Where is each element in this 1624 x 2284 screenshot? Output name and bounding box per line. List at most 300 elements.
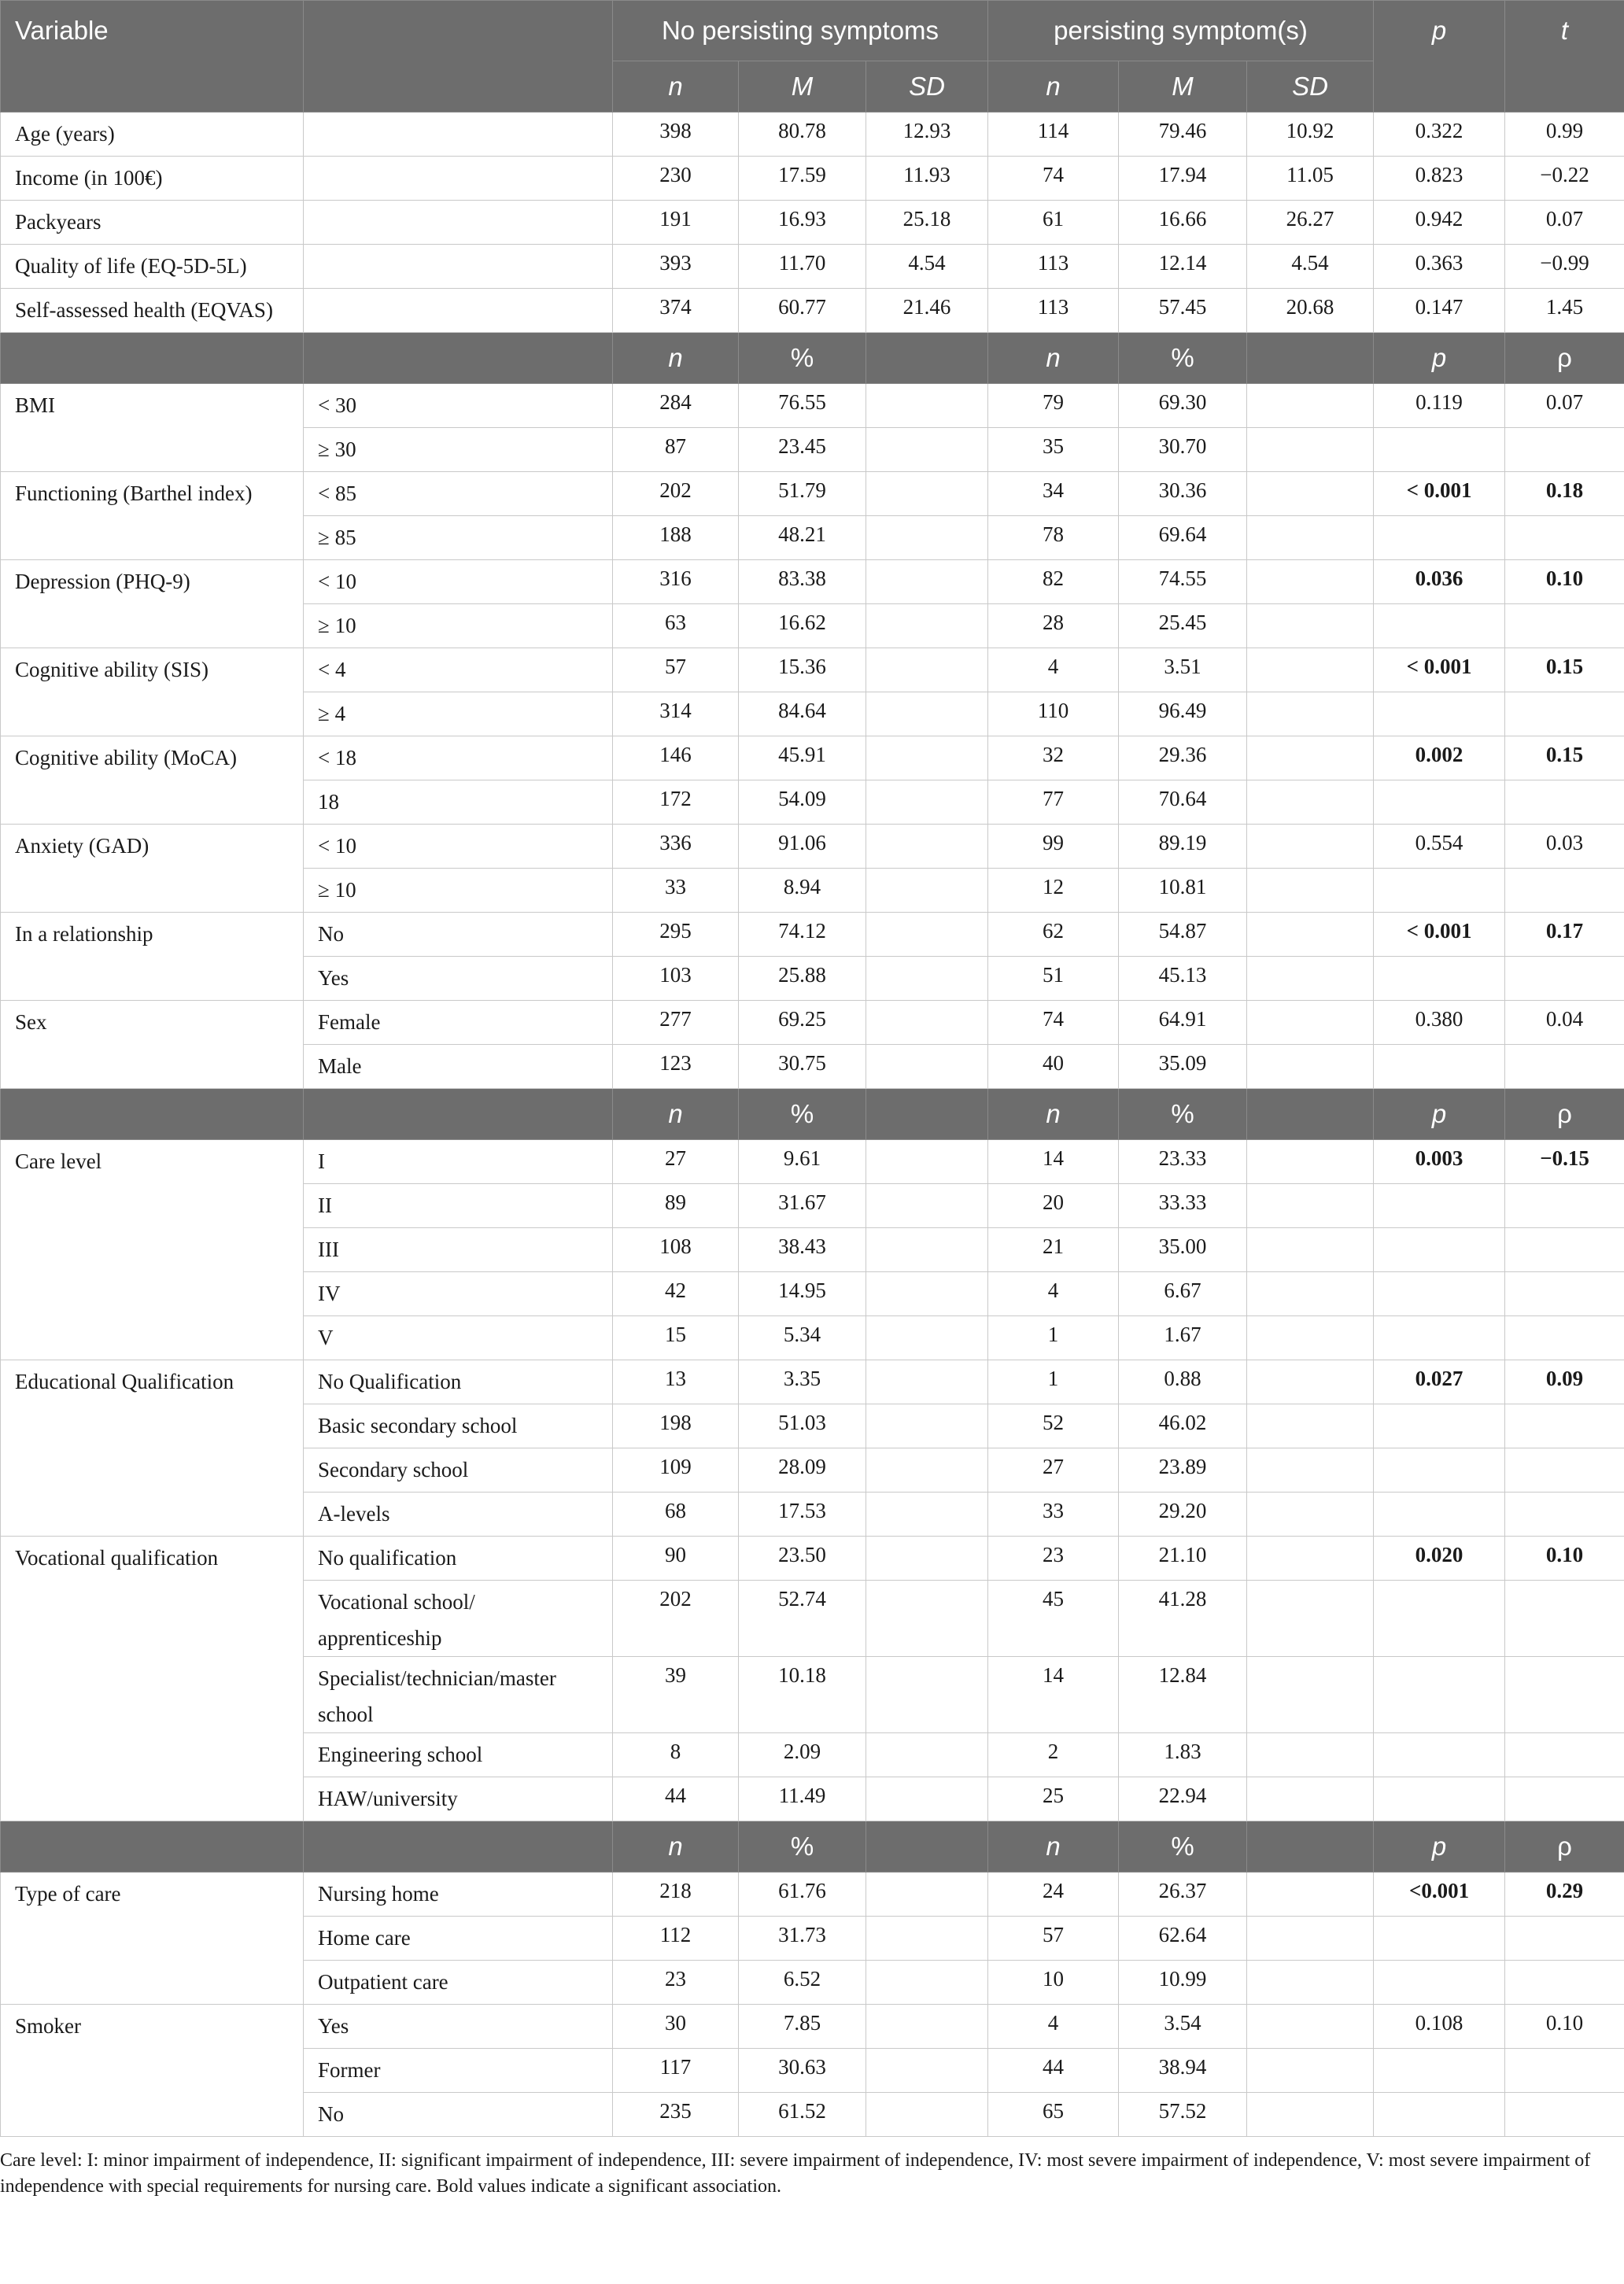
value-n2: 40 (988, 1045, 1119, 1089)
empty-cell (866, 1272, 988, 1316)
group-no-symptoms-header: No persisting symptoms (613, 1, 988, 61)
value-pct2: 69.30 (1119, 384, 1247, 428)
empty-cell (1374, 1184, 1505, 1228)
value-pct1: 74.12 (739, 913, 866, 957)
table-row (1, 736, 1624, 780)
section-header-blank (1247, 333, 1374, 384)
value-m2: 12.14 (1119, 245, 1247, 289)
empty-cell (1247, 1581, 1374, 1657)
value-sd1: 11.93 (866, 157, 988, 201)
empty-cell (1374, 1917, 1505, 1961)
value-n1: 393 (613, 245, 739, 289)
empty-cell (1374, 1228, 1505, 1272)
empty-cell (866, 1537, 988, 1581)
table-row (1, 201, 1624, 245)
value-p: 0.363 (1374, 245, 1505, 289)
empty-cell (1505, 869, 1624, 913)
value-t: −0.99 (1505, 245, 1624, 289)
value-pct1: 6.52 (739, 1961, 866, 2005)
empty-cell (1505, 1581, 1624, 1657)
empty-cell (866, 1360, 988, 1404)
empty-cell (1505, 1316, 1624, 1360)
value-p: 0.003 (1374, 1140, 1505, 1184)
t-header: t (1505, 1, 1624, 113)
value-pct2: 33.33 (1119, 1184, 1247, 1228)
empty-cell (1374, 604, 1505, 648)
value-n1: 235 (613, 2093, 739, 2137)
value-n1: 108 (613, 1228, 739, 1272)
empty-cell (1247, 2049, 1374, 2093)
variable-label: BMI (1, 384, 304, 472)
value-n2: 14 (988, 1140, 1119, 1184)
group-persisting-header: persisting symptom(s) (988, 1, 1374, 61)
value-n1: 42 (613, 1272, 739, 1316)
empty-cell (1374, 1316, 1505, 1360)
value-pct1: 31.67 (739, 1184, 866, 1228)
value-n1: 374 (613, 289, 739, 333)
value-n2: 12 (988, 869, 1119, 913)
value-n1: 277 (613, 1001, 739, 1045)
value-pct2: 64.91 (1119, 1001, 1247, 1045)
value-pct2: 23.33 (1119, 1140, 1247, 1184)
value-pct1: 10.18 (739, 1657, 866, 1733)
table-row (1, 1140, 1624, 1184)
section-header-blank (866, 1089, 988, 1140)
category-label: Nursing home (304, 1873, 613, 1917)
empty-cell (1505, 1733, 1624, 1777)
empty-cell (1374, 1448, 1505, 1493)
value-pct1: 25.88 (739, 957, 866, 1001)
value-sd2: 10.92 (1247, 113, 1374, 157)
value-n1: 146 (613, 736, 739, 780)
value-n2: 35 (988, 428, 1119, 472)
empty-cell (1247, 1316, 1374, 1360)
value-n1: 336 (613, 825, 739, 869)
table-row (1, 384, 1624, 428)
value-pct1: 45.91 (739, 736, 866, 780)
empty-cell (1247, 957, 1374, 1001)
table-row (1, 472, 1624, 516)
value-pct2: 38.94 (1119, 2049, 1247, 2093)
p-header: p (1374, 1, 1505, 113)
value-pct2: 25.45 (1119, 604, 1247, 648)
empty-cell (1247, 472, 1374, 516)
value-pct1: 83.38 (739, 560, 866, 604)
value-pct2: 89.19 (1119, 825, 1247, 869)
category-cell (304, 157, 613, 201)
p-header: p (1374, 333, 1505, 384)
value-pct1: 51.79 (739, 472, 866, 516)
empty-cell (1247, 1917, 1374, 1961)
value-n1: 188 (613, 516, 739, 560)
header-row-groups (1, 1, 1624, 61)
value-n2: 23 (988, 1537, 1119, 1581)
value-n1: 13 (613, 1360, 739, 1404)
value-n2: 27 (988, 1448, 1119, 1493)
empty-cell (866, 825, 988, 869)
empty-cell (1505, 604, 1624, 648)
empty-cell (1247, 1448, 1374, 1493)
category-label: A-levels (304, 1493, 613, 1537)
value-pct2: 70.64 (1119, 780, 1247, 825)
value-n2: 52 (988, 1404, 1119, 1448)
value-pct1: 17.53 (739, 1493, 866, 1537)
category-label: < 18 (304, 736, 613, 780)
empty-cell (866, 957, 988, 1001)
empty-cell (866, 1493, 988, 1537)
variable-label: Cognitive ability (MoCA) (1, 736, 304, 825)
empty-cell (866, 1045, 988, 1089)
category-label: Outpatient care (304, 1961, 613, 2005)
empty-cell (1247, 1733, 1374, 1777)
value-p: 0.147 (1374, 289, 1505, 333)
empty-cell (1374, 692, 1505, 736)
value-n1: 117 (613, 2049, 739, 2093)
empty-cell (866, 913, 988, 957)
empty-cell (1505, 1228, 1624, 1272)
value-pct2: 54.87 (1119, 913, 1247, 957)
value-sd1: 12.93 (866, 113, 988, 157)
value-n2: 20 (988, 1184, 1119, 1228)
value-rho: 0.10 (1505, 2005, 1624, 2049)
value-n2: 28 (988, 604, 1119, 648)
empty-cell (1505, 1777, 1624, 1821)
m-header: M (739, 61, 866, 113)
value-pct1: 76.55 (739, 384, 866, 428)
value-pct1: 69.25 (739, 1001, 866, 1045)
value-sd2: 4.54 (1247, 245, 1374, 289)
empty-cell (1247, 780, 1374, 825)
value-m1: 80.78 (739, 113, 866, 157)
value-n1: 15 (613, 1316, 739, 1360)
value-pct2: 74.55 (1119, 560, 1247, 604)
empty-cell (1505, 1045, 1624, 1089)
empty-cell (1374, 1493, 1505, 1537)
value-n2: 51 (988, 957, 1119, 1001)
value-n1: 202 (613, 472, 739, 516)
value-p: 0.020 (1374, 1537, 1505, 1581)
value-n1: 198 (613, 1404, 739, 1448)
value-sd2: 26.27 (1247, 201, 1374, 245)
section-header-row (1, 1821, 1624, 1873)
variable-label: Quality of life (EQ-5D-5L) (1, 245, 304, 289)
value-n2: 110 (988, 692, 1119, 736)
value-pct2: 30.70 (1119, 428, 1247, 472)
value-n2: 61 (988, 201, 1119, 245)
table-row (1, 157, 1624, 201)
value-sd1: 25.18 (866, 201, 988, 245)
value-pct1: 51.03 (739, 1404, 866, 1448)
category-label: Yes (304, 957, 613, 1001)
empty-cell (1247, 604, 1374, 648)
value-n2: 77 (988, 780, 1119, 825)
category-label: No Qualification (304, 1360, 613, 1404)
value-p: < 0.001 (1374, 648, 1505, 692)
empty-cell (866, 1316, 988, 1360)
empty-cell (1247, 2093, 1374, 2137)
value-pct1: 16.62 (739, 604, 866, 648)
empty-cell (1374, 1581, 1505, 1657)
value-t: 0.99 (1505, 113, 1624, 157)
empty-cell (1247, 1537, 1374, 1581)
empty-cell (866, 472, 988, 516)
value-n2: 4 (988, 648, 1119, 692)
empty-cell (866, 1448, 988, 1493)
empty-cell (1374, 780, 1505, 825)
value-pct2: 69.64 (1119, 516, 1247, 560)
pct-header: % (739, 1821, 866, 1873)
empty-cell (1505, 1184, 1624, 1228)
value-n2: 21 (988, 1228, 1119, 1272)
empty-cell (1247, 1228, 1374, 1272)
empty-cell (1247, 692, 1374, 736)
n-header: n (988, 61, 1119, 113)
empty-cell (866, 1657, 988, 1733)
empty-cell (1505, 1961, 1624, 2005)
value-pct1: 2.09 (739, 1733, 866, 1777)
section-header-blank (866, 1821, 988, 1873)
empty-cell (866, 1184, 988, 1228)
value-pct2: 62.64 (1119, 1917, 1247, 1961)
category-cell (304, 113, 613, 157)
value-n1: 284 (613, 384, 739, 428)
value-n1: 23 (613, 1961, 739, 2005)
empty-cell (1374, 957, 1505, 1001)
value-pct2: 10.81 (1119, 869, 1247, 913)
value-n1: 63 (613, 604, 739, 648)
value-n1: 316 (613, 560, 739, 604)
value-n2: 82 (988, 560, 1119, 604)
empty-cell (866, 428, 988, 472)
category-label: V (304, 1316, 613, 1360)
n-header: n (988, 333, 1119, 384)
category-label: Male (304, 1045, 613, 1089)
category-label: < 10 (304, 825, 613, 869)
value-pct1: 48.21 (739, 516, 866, 560)
category-label: ≥ 10 (304, 869, 613, 913)
sd-header: SD (866, 61, 988, 113)
empty-cell (866, 2093, 988, 2137)
n-header: n (613, 1089, 739, 1140)
empty-cell (1247, 1045, 1374, 1089)
value-n1: 87 (613, 428, 739, 472)
p-header: p (1374, 1821, 1505, 1873)
value-rho: 0.09 (1505, 1360, 1624, 1404)
category-label: Home care (304, 1917, 613, 1961)
empty-cell (866, 1777, 988, 1821)
value-n2: 62 (988, 913, 1119, 957)
section-header-blank (304, 1089, 613, 1140)
empty-cell (866, 1001, 988, 1045)
empty-cell (866, 2005, 988, 2049)
category-label: II (304, 1184, 613, 1228)
value-pct2: 3.51 (1119, 648, 1247, 692)
empty-cell (1247, 560, 1374, 604)
value-rho: 0.04 (1505, 1001, 1624, 1045)
empty-cell (1374, 869, 1505, 913)
category-label: Specialist/technician/master school (304, 1657, 613, 1733)
value-n2: 114 (988, 113, 1119, 157)
value-rho: 0.10 (1505, 1537, 1624, 1581)
value-n2: 74 (988, 157, 1119, 201)
value-n1: 89 (613, 1184, 739, 1228)
section-header-blank (866, 333, 988, 384)
empty-cell (1247, 825, 1374, 869)
variable-label: Type of care (1, 1873, 304, 2005)
value-pct2: 3.54 (1119, 2005, 1247, 2049)
pct-header: % (739, 333, 866, 384)
empty-cell (1247, 736, 1374, 780)
table-row (1, 1537, 1624, 1581)
value-n2: 44 (988, 2049, 1119, 2093)
value-n2: 25 (988, 1777, 1119, 1821)
value-pct1: 54.09 (739, 780, 866, 825)
value-n1: 33 (613, 869, 739, 913)
value-rho: 0.07 (1505, 384, 1624, 428)
empty-cell (1247, 516, 1374, 560)
category-label: ≥ 30 (304, 428, 613, 472)
value-n1: 123 (613, 1045, 739, 1089)
empty-cell (1247, 1404, 1374, 1448)
value-pct1: 61.76 (739, 1873, 866, 1917)
value-m1: 11.70 (739, 245, 866, 289)
rho-header: ρ (1505, 1089, 1624, 1140)
rho-header: ρ (1505, 333, 1624, 384)
table-row (1, 113, 1624, 157)
category-label: < 30 (304, 384, 613, 428)
empty-cell (1505, 1404, 1624, 1448)
value-rho: 0.18 (1505, 472, 1624, 516)
value-p: <0.001 (1374, 1873, 1505, 1917)
empty-cell (1247, 1001, 1374, 1045)
value-n1: 27 (613, 1140, 739, 1184)
empty-cell (1374, 1961, 1505, 2005)
value-t: −0.22 (1505, 157, 1624, 201)
value-pct2: 23.89 (1119, 1448, 1247, 1493)
value-pct1: 52.74 (739, 1581, 866, 1657)
value-p: 0.942 (1374, 201, 1505, 245)
variable-label: Care level (1, 1140, 304, 1360)
value-pct1: 23.50 (739, 1537, 866, 1581)
variable-label: In a relationship (1, 913, 304, 1001)
value-n2: 10 (988, 1961, 1119, 2005)
value-pct1: 14.95 (739, 1272, 866, 1316)
empty-cell (1247, 648, 1374, 692)
category-cell (304, 289, 613, 333)
empty-cell (1247, 1184, 1374, 1228)
value-n1: 191 (613, 201, 739, 245)
m-header: M (1119, 61, 1247, 113)
table-row (1, 289, 1624, 333)
category-cell (304, 201, 613, 245)
empty-cell (866, 604, 988, 648)
n-header: n (988, 1089, 1119, 1140)
table-row (1, 2005, 1624, 2049)
value-m2: 57.45 (1119, 289, 1247, 333)
empty-cell (1374, 1777, 1505, 1821)
value-n1: 103 (613, 957, 739, 1001)
value-p: 0.002 (1374, 736, 1505, 780)
category-label: No (304, 2093, 613, 2137)
n-header: n (613, 61, 739, 113)
category-label: IV (304, 1272, 613, 1316)
value-pct2: 35.09 (1119, 1045, 1247, 1089)
empty-cell (1247, 1272, 1374, 1316)
n-header: n (988, 1821, 1119, 1873)
category-header (304, 1, 613, 113)
value-pct1: 15.36 (739, 648, 866, 692)
empty-cell (1247, 1360, 1374, 1404)
table-row (1, 560, 1624, 604)
value-n1: 230 (613, 157, 739, 201)
empty-cell (866, 780, 988, 825)
empty-cell (1374, 1272, 1505, 1316)
variable-label: Cognitive ability (SIS) (1, 648, 304, 736)
value-pct1: 5.34 (739, 1316, 866, 1360)
value-rho: −0.15 (1505, 1140, 1624, 1184)
value-p: < 0.001 (1374, 472, 1505, 516)
value-m2: 16.66 (1119, 201, 1247, 245)
value-n1: 90 (613, 1537, 739, 1581)
variable-label: Packyears (1, 201, 304, 245)
n-header: n (613, 1821, 739, 1873)
value-pct2: 12.84 (1119, 1657, 1247, 1733)
value-n1: 44 (613, 1777, 739, 1821)
empty-cell (866, 1404, 988, 1448)
empty-cell (1247, 1140, 1374, 1184)
empty-cell (1247, 384, 1374, 428)
variable-label: Anxiety (GAD) (1, 825, 304, 913)
value-rho: 0.15 (1505, 736, 1624, 780)
category-label: Secondary school (304, 1448, 613, 1493)
section-header-blank (1247, 1821, 1374, 1873)
value-n1: 295 (613, 913, 739, 957)
empty-cell (866, 560, 988, 604)
category-label: Engineering school (304, 1733, 613, 1777)
value-p: 0.036 (1374, 560, 1505, 604)
category-label: Basic secondary school (304, 1404, 613, 1448)
empty-cell (1505, 516, 1624, 560)
variable-label: Depression (PHQ-9) (1, 560, 304, 648)
empty-cell (1505, 2093, 1624, 2137)
value-pct1: 38.43 (739, 1228, 866, 1272)
value-p: 0.823 (1374, 157, 1505, 201)
rho-header: ρ (1505, 1821, 1624, 1873)
value-rho: 0.17 (1505, 913, 1624, 957)
pct-header: % (739, 1089, 866, 1140)
value-n1: 218 (613, 1873, 739, 1917)
category-label: ≥ 85 (304, 516, 613, 560)
value-m1: 60.77 (739, 289, 866, 333)
value-pct1: 31.73 (739, 1917, 866, 1961)
value-rho: 0.03 (1505, 825, 1624, 869)
empty-cell (1374, 428, 1505, 472)
empty-cell (1374, 1045, 1505, 1089)
section-header-blank (304, 333, 613, 384)
section-header-blank (1247, 1089, 1374, 1140)
value-pct1: 3.35 (739, 1360, 866, 1404)
pct-header: % (1119, 333, 1247, 384)
category-label: No qualification (304, 1537, 613, 1581)
n-header: n (613, 333, 739, 384)
value-pct2: 29.20 (1119, 1493, 1247, 1537)
value-n1: 109 (613, 1448, 739, 1493)
value-n1: 30 (613, 2005, 739, 2049)
value-p: 0.108 (1374, 2005, 1505, 2049)
value-pct2: 96.49 (1119, 692, 1247, 736)
empty-cell (1505, 428, 1624, 472)
category-label: Female (304, 1001, 613, 1045)
